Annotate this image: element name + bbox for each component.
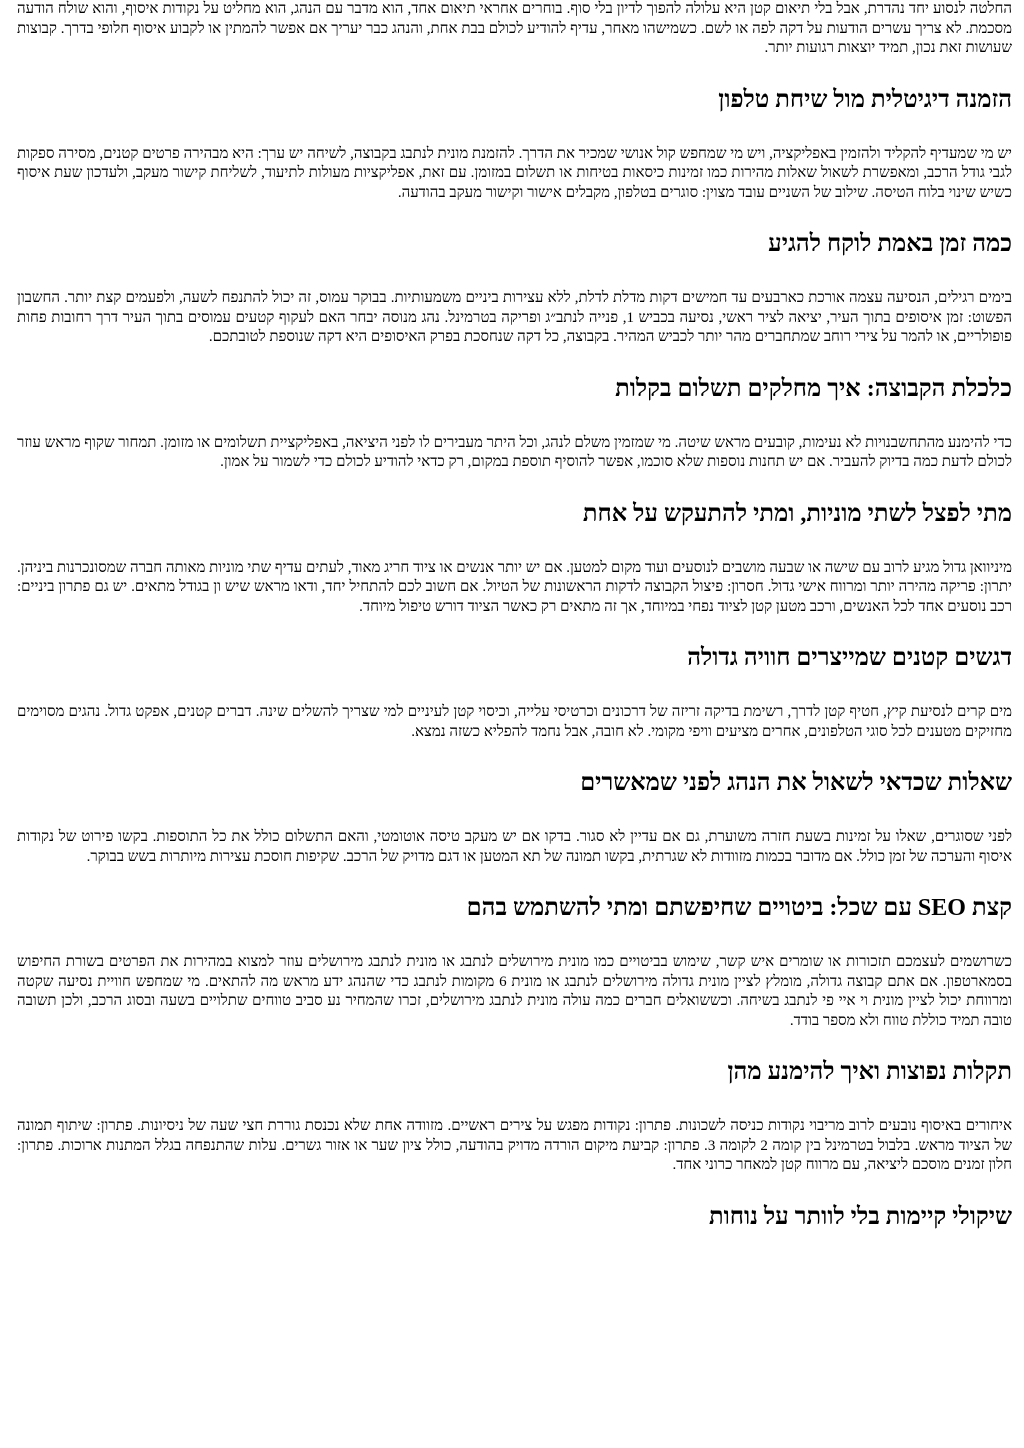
section-paragraph-split-taxis: מיניוואן גדול מגיע לרוב עם שישה או שבעה מושבים לנוסעים ועוד מקום למטען. אם יש יותר אנשים או ציוד חריג מאוד, לעתים עדיף שתי מוניות מאותה חברה שמסונכרנות ביניהן. יתרון: פריקה מהירה יותר ומרווח אישי גדול. חסרון: פיצול הקבוצה לדקות הראשונות של הטיול. אם חשוב לכם להתחיל יחד, ודאו מראש שיש ון בגודל מתאים. יש גם פתרון ביניים: רכב נוסעים אחד לכל האנשים, ורכב מטען קטן לציוד נפחי במיוחד, אך זה מתאים רק כאשר הציוד דורש טיפול מיוחד.	[17, 559, 1012, 615]
section-heading-small-touches: דגשים קטנים שמייצרים חוויה גדולה	[687, 645, 1012, 671]
section-paragraph-common-issues: איחורים באיסוף נובעים לרוב מריבוי נקודות כניסה לשכונות. פתרון: נקודות מפגש על צירים ראשיים. מזוודה אחת שלא נכנסת גוררת חצי שעה של ניסיונות. פתרון: שיתוף תמונה של הציוד מראש. בלבול בטרמינל בין קומה 2 לקומה 3. פתרון: קביעת מיקום הורדה מדויק בהודעה, כולל ציון שער או אזור גשרים. עלות שהתנפחה בגלל המתנות ארוכות. פתרון: חלון זמנים מוסכם ליציאה, עם מרווח קטן למאחר כרוני אחד.	[17, 1118, 1012, 1173]
section-paragraph-seo: כשרושמים לעצמכם תזכורות או שומרים איש קשר, שימוש בביטויים כמו מונית מירושלים לנתבג או מונית לנתבג מירושלים עוזר למצוא במהירות את הפרטים בשורת החיפוש בסמארטפון. אם אתם קבוצה גדולה, מומלץ לציין מונית גדולה מירושלים לנתבג או מונית 6 מקומות לנתבג כדי שהנהג ידע מראש מה להתאים. מי שמחפש חוויית נסיעה שקטה ומרווחת יכול לציין מונית וי איי פי לנתבג בשיחה. וכששואלים חברים כמה עולה מונית לנתבג מירושלים, זכרו שהמחיר נע סביב טווחים שתלויים בשעה ובסוג הרכב, ולכן תשובה טובה תמיד כוללת טווח ולא מספר בודד.	[17, 954, 1012, 1029]
section-heading-booking: הזמנה דיגיטלית מול שיחת טלפון	[718, 86, 1012, 113]
section-heading-payment: כלכלת הקבוצה: איך מחלקים תשלום בקלות	[615, 375, 1012, 402]
section-paragraph-booking: יש מי שמעדיף להקליד ולהזמין באפליקציה, ויש מי שמחפש קול אנושי שמכיר את הדרך. להזמנת מונית לנתבג בקבוצה, לשיחה יש ערך: היא מבהירה פרטים קטנים, מסירה ספקות לגבי גודל הרכב, ומאפשרת לשאול שאלות מהירות כמו זמינות כיסאות בטיחות או תשלום במזומן. עם זאת, אפליקציות מעולות לתיעוד, לשליחת קישור מעקב, ולעדכון שעת איסוף כשיש שינוי בלוח הטיסה. שילוב של השניים עובד מצוין: סוגרים בטלפון, מקבלים אישור וקישור מעקב בהודעה.	[17, 145, 1012, 201]
section-heading-driver-questions: שאלות שכדאי לשאול את הנהג לפני שמאשרים	[580, 770, 1012, 796]
section-heading-common-issues: תקלות נפוצות ואיך להימנע מהן	[727, 1059, 1012, 1085]
section-heading-seo: קצת SEO עם שכל: ביטויים שחיפשתם ומתי להשתמש בהם	[466, 895, 1012, 921]
intro-paragraph: החלטה לנסוע יחד נהדרת, אבל בלי תיאום קטן היא עלולה להפוך לדיון בלי סוף. בוחרים אחראי תיאום אחד, הוא מדבר עם הנהג, הוא מחליט על נקודות איסוף, והוא שולח הודעה מסכמת. לא צריך עשרים הודעות על דקה לפה או לשם. כשמישהו מאחר, עדיף להודיע לכולם בבת אחת, והנהג כבר יעריך אם אפשר להמתין או לקבוע איסוף חלופי בדרך. קבוצות שעושות זאת נכון, תמיד יוצאות רגועות יותר.	[17, 1, 1012, 56]
section-paragraph-driver-questions: לפני שסוגרים, שאלו על זמינות בשעת חזרה משוערת, גם אם עדיין לא סגור. בדקו אם יש מעקב טיסה אוטומטי, והאם התשלום כולל את כל התוספות. בקשו פירוט של נקודות איסוף והערכה של זמן כולל. אם מדובר בכמות מזוודות לא שגרתית, בקשו תמונה של תא המטען או דגם מדויק של הרכב. שקיפות חוסכת עצירות מיותרות בשש בבוקר.	[17, 829, 1012, 865]
section-heading-split-taxis: מתי לפצל לשתי מוניות, ומתי להתעקש על אחת	[582, 500, 1012, 527]
article	[17, 0, 1012, 1232]
section-heading-travel-time: כמה זמן באמת לוקח להגיע	[768, 231, 1012, 257]
section-paragraph-small-touches: מים קרים לנסיעת קיץ, חטיף קטן לדרך, רשימת בדיקה זריזה של דרכונים וכרטיסי עלייה, וכיסוי קטן לעיניים למי שצריך להשלים שינה. דברים קטנים, אפקט גדול. נהגים מסוימים מחזיקים מטענים לכל סוגי הטלפונים, אחרים מציעים וויפי מקומי. לא חובה, אבל נחמד להפליא כשזה נמצא.	[17, 704, 1012, 740]
section-paragraph-payment: כדי להימנע מהתחשבנויות לא נעימות, קובעים מראש שיטה. מי שמזמין משלם לנהג, וכל היתר מעבירים לו לפני היציאה, באפליקציית תשלומים או מזומן. תמחור שקוף מראש עוזר לכולם לדעת כמה בדיוק להעביר. אם יש תחנות נוספות שלא סוכמו, אפשר להוסיף תוספת במקום, רק כדאי להודיע לכולם כדי לשמור על אמון.	[17, 434, 1012, 470]
section-paragraph-travel-time: בימים רגילים, הנסיעה עצמה אורכת כארבעים עד חמישים דקות מדלת לדלת, ללא עצירות ביניים משמעותיות. בבוקר עמוס, זה יכול להתנפח לשעה, ולפעמים קצת יותר. החשבון הפשוט: זמן איסופים בתוך העיר, יציאה לציר ראשי, נסיעה בכביש 1, פנייה לנתב״ג ופריקה בטרמינל. נהג מנוסה יבחר האם לעקוף קטעים עמוסים בתוך העיר דרך רחובות פחות פופולריים, או להמר על צירי רוחב שמתחברים מהר יותר לכביש המהיר. בקבוצה, כל דקה שנחסכת בפרק האיסופים היא דקה שנוספת לטובתכם.	[17, 290, 1012, 345]
section-heading-sustainability: שיקולי קיימות בלי לוותר על נוחות	[709, 1203, 1012, 1230]
